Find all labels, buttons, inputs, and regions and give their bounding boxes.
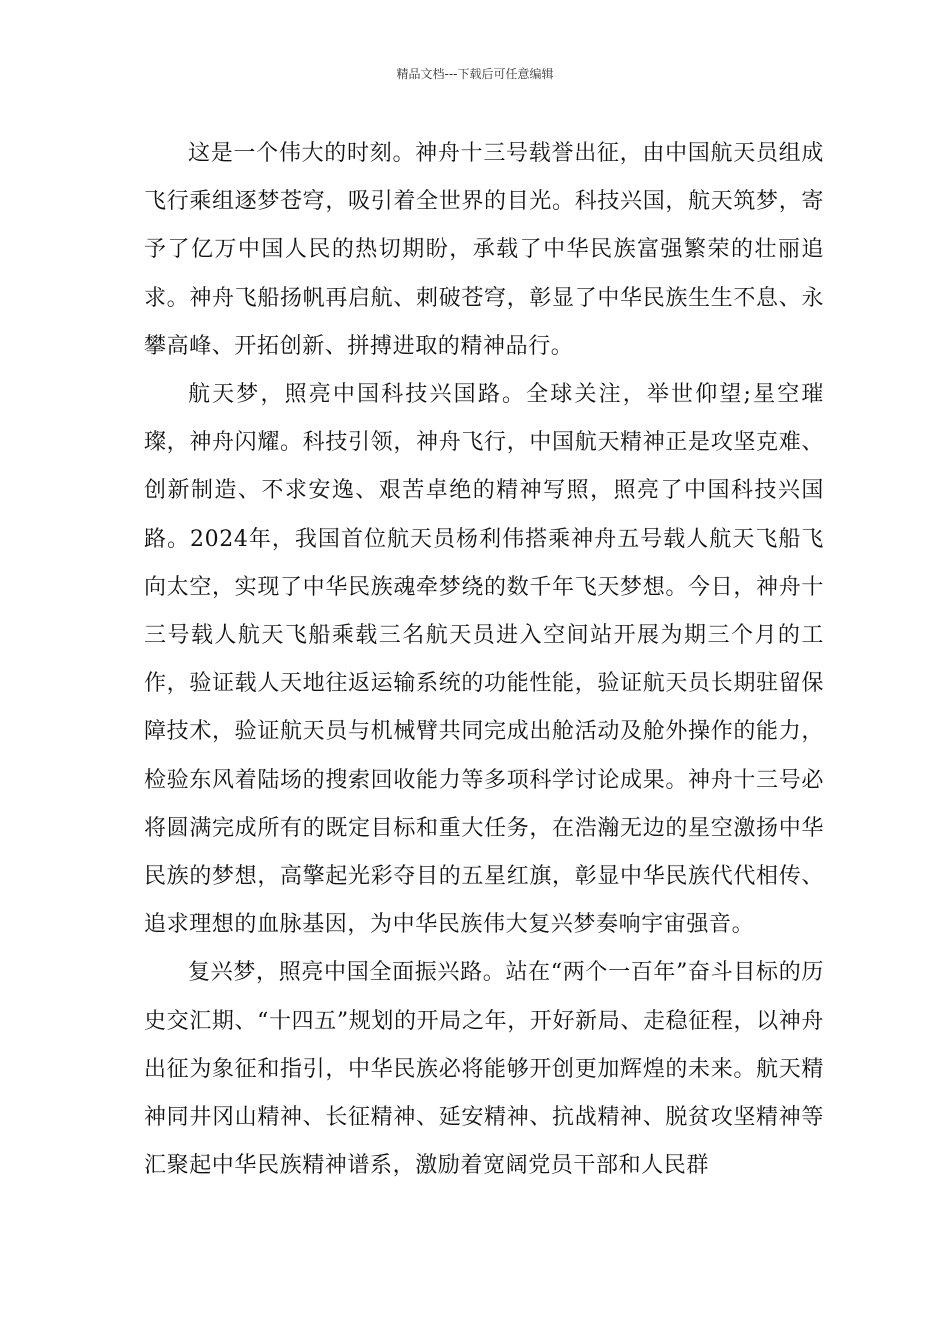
paragraph-1: 这是一个伟大的时刻。神舟十三号载誉出征，由中国航天员组成飞行乘组逐梦苍穹，吸引着全世界的目光。科技兴国，航天筑梦，寄予了亿万中国人民的热切期盼，承载了中华民族富强繁荣的壮丽追求。神舟飞船扬帆再启航、刺破苍穹，彰显了中华民族生生不息、永攀高峰、开拓创新、拼搏进取的精神品行。 — [144, 141, 824, 359]
paragraph-3: 复兴梦，照亮中国全面振兴路。站在“两个一百年”奋斗目标的历史交汇期、“十四五”规划的开局之年，开好新局、走稳征程，以神舟出征为象征和指引，中华民族必将能够开创更加辉煌的未来。航天精神同井冈山精神、长征精神、延安精神、抗战精神、脱贫攻坚精神等汇聚起中华民族精神谱系，激励着宽阔党员干部和人民群 — [144, 960, 824, 1179]
page-header: 精品文档---下载后可任意编辑 — [396, 67, 554, 81]
paragraph-2: 航天梦，照亮中国科技兴国路。全球关注，举世仰望;星空璀璨，神舟闪耀。科技引领，神舟飞行，中国航天精神正是攻坚克难、创新制造、不求安逸、艰苦卓绝的精神写照，照亮了中国科技兴国路。2024年，我国首位航天员杨利伟搭乘神舟五号载人航天飞船飞向太空，实现了中华民族魂牵梦绕的数千年飞天梦想。今日，神舟十三号载人航天飞船乘载三名航天员进入空间站开展为期三个月的工作，验证载人天地往返运输系统的功能性能，验证航天员长期驻留保障技术，验证航天员与机械臂共同完成出舱活动及舱外操作的能力，检验东风着陆场的搜索回收能力等多项科学讨论成果。神舟十三号必将圆满完成所有的既定目标和重大任务，在浩瀚无边的星空激扬中华民族的梦想，高擎起光彩夺目的五星红旗，彰显中华民族代代相传、追求理想的血脉基因，为中华民族伟大复兴梦奏响宇宙强音。 — [144, 382, 824, 938]
document-body — [144, 130, 824, 1190]
